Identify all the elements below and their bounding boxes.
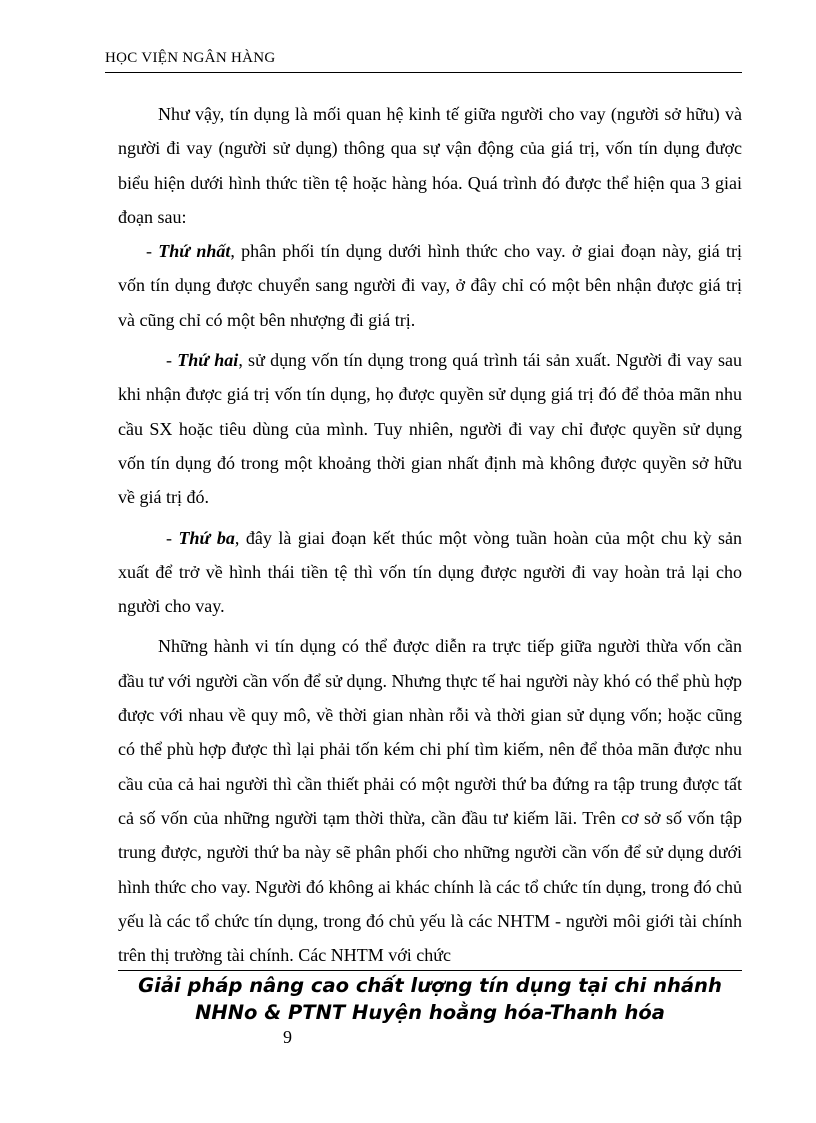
- stage-2-prefix: -: [166, 350, 178, 371]
- paragraph-intro: Như vậy, tín dụng là mối quan hệ kinh tế giữa người cho vay (người sở hữu) và người đi vay (người sử dụng) thông qua sự vận động của giá trị, vốn tín dụng được biểu hiện dưới hình thức tiền tệ hoặc hàng hóa. Quá trình đó được thể hiện qua 3 giai đoạn sau:: [118, 104, 742, 227]
- stage-3-prefix: -: [166, 527, 179, 548]
- stage-2-term: Thứ hai: [177, 350, 239, 371]
- stage-1-prefix: -: [146, 241, 159, 262]
- stage-1-term: Thứ nhất: [158, 241, 231, 262]
- paragraph-stage-3: [118, 521, 742, 624]
- paragraph-intermediary: Những hành vi tín dụng có thể được diễn ra trực tiếp giữa người thừa vốn cần đầu tư với người cần vốn để sử dụng. Nhưng thực tế hai người này khó có thể phù hợp được với nhau về quy mô, về thời gian nhàn rỗi và thời gian sử dụng vốn; hoặc cũng có thể phù hợp được thì lại phải tốn kém chi phí tìm kiếm, nên để thỏa mãn được nhu cầu của cả hai người thì cần thiết phải có một người thứ ba đứng ra tập trung được tất cả số vốn của những người tạm thời thừa, cần đầu tư kiếm lãi. Trên cơ sở số vốn tập trung được, người thứ ba này sẽ phân phối cho những người cần vốn để sử dụng dưới hình thức cho vay. Người đó không ai khác chính là các tổ chức tín dụng, trong đó chủ yếu là các tổ chức tín dụng, trong đó chủ yếu là các NHTM - người môi giới tài chính trên thị trường tài chính. Các NHTM với chức: [118, 636, 742, 966]
- page-header-title: HỌC VIỆN NGÂN HÀNG: [105, 50, 276, 66]
- page-number: 9: [283, 1027, 292, 1047]
- footer-title-line-1: Giải pháp nâng cao chất lượng tín dụng tại chi nhánh: [138, 974, 722, 997]
- stage-1-text: , phân phối tín dụng dưới hình thức cho vay. ở giai đoạn này, giá trị vốn tín dụng được chuyển sang người đi vay, ở đây chỉ có một bên nhận được giá trị và cũng chỉ có một bên nhượng đi giá trị.: [118, 241, 743, 330]
- header-divider: [105, 72, 742, 73]
- footer-thesis-title: [118, 972, 742, 1026]
- footer-divider: [118, 970, 742, 971]
- stage-3-text: , đây là giai đoạn kết thúc một vòng tuần hoàn của một chu kỳ sản xuất để trở về hình thái tiền tệ thì vốn tín dụng được người đi vay hoàn trả lại cho người cho vay.: [118, 527, 742, 617]
- stage-3-term: Thứ ba: [178, 527, 235, 548]
- stage-2-text: , sử dụng vốn tín dụng trong quá trình tái sản xuất. Người đi vay sau khi nhận được giá trị vốn tín dụng, họ được quyền sử dụng giá trị đó để thỏa mãn nhu cầu SX hoặc tiêu dùng của mình. Tuy nhiên, người đi vay chỉ được quyền sử dụng vốn tín dụng đó trong một khoảng thời gian nhất định mà không được quyền sở hữu về giá trị đó.: [118, 350, 742, 508]
- paragraph-stage-1: [118, 234, 742, 337]
- footer-title-line-2: NHNo & PTNT Huyện hoằng hóa-Thanh hóa: [195, 1001, 665, 1024]
- paragraph-stage-2: [118, 343, 742, 514]
- document-body: [118, 97, 742, 972]
